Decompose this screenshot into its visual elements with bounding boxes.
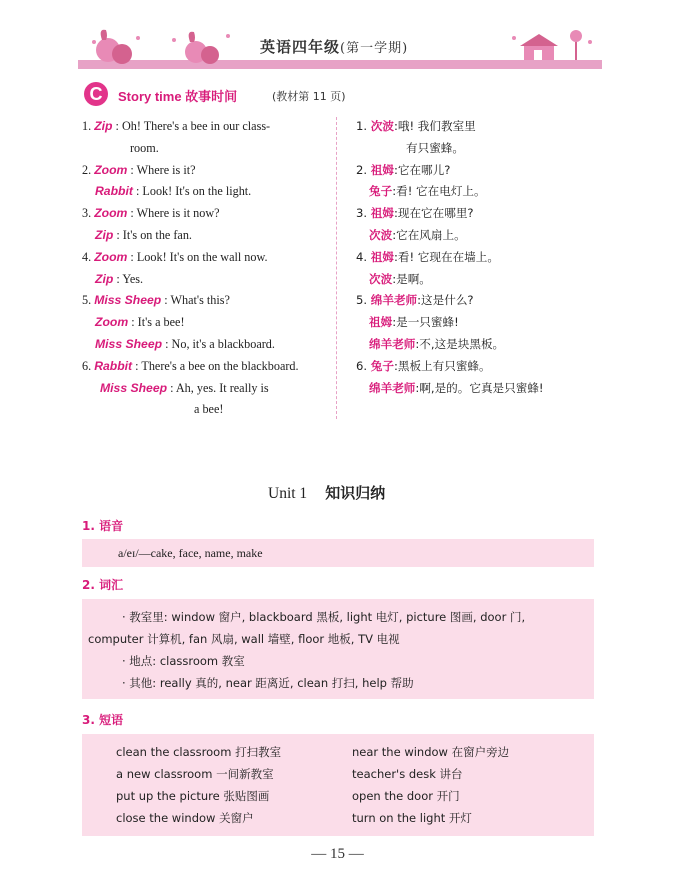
unit-label: Unit 1 xyxy=(268,485,308,502)
story-line: 3. Zoom : Where is it now? xyxy=(82,206,220,221)
speaker: Rabbit xyxy=(95,184,133,199)
story-line: a bee! xyxy=(194,402,224,417)
unit-heading xyxy=(268,482,385,503)
phrases-box xyxy=(82,734,594,836)
phrase-item: near the window 在窗户旁边 xyxy=(352,745,510,759)
header-decoration-house-icon xyxy=(504,28,602,72)
story-line: 有只蜜蜂。 xyxy=(406,140,464,155)
vocab-line: · 教室里: window 窗户, blackboard 黑板, light 电灯, picture 图画, door 门, xyxy=(122,610,526,624)
phrase-item: a new classroom 一间新教室 xyxy=(116,767,274,781)
speaker: 绵羊老师 xyxy=(370,294,418,308)
story-line: 4. 祖姆:看! 它现在在墙上。 xyxy=(356,249,499,264)
story-line: 次波:是啊。 xyxy=(369,271,431,286)
story-line: Zoom : It's a bee! xyxy=(95,315,185,330)
speaker: 次波 xyxy=(369,228,393,242)
story-line: 6. Rabbit : There's a bee on the blackboard. xyxy=(82,358,299,373)
story-line: 2. Zoom : Where is it? xyxy=(82,162,196,177)
speaker: Miss Sheep xyxy=(100,380,168,395)
story-line: 次波:它在风扇上。 xyxy=(369,227,466,242)
speaker: Miss Sheep xyxy=(95,336,163,351)
phrase-item: teacher's desk 讲台 xyxy=(352,767,463,781)
speaker: 祖姆 xyxy=(369,316,393,330)
story-english xyxy=(82,116,328,421)
phrase-item: clean the classroom 打扫教室 xyxy=(116,745,282,759)
story-line: Rabbit : Look! It's on the light. xyxy=(95,184,252,199)
story-chinese xyxy=(356,116,606,399)
speaker: 祖姆 xyxy=(370,207,394,221)
phonics-box xyxy=(82,539,594,567)
speaker: Zoom xyxy=(94,249,128,264)
section-badge: C xyxy=(84,82,108,106)
story-line: 1. 次波:哦! 我们教室里 xyxy=(356,119,476,133)
story-line: 兔子:看! 它在电灯上。 xyxy=(369,184,486,199)
story-line: 4. Zoom : Look! It's on the wall now. xyxy=(82,249,268,264)
speaker: 绵羊老师 xyxy=(369,381,416,395)
phrase-item: open the door 开门 xyxy=(352,789,460,803)
phonics-line: a/eɪ/—cake, face, name, make xyxy=(118,546,263,560)
story-line: 2. 祖姆:它在哪儿? xyxy=(356,162,451,177)
story-line: 3. 祖姆:现在它在哪里? xyxy=(356,206,474,221)
speaker: 次波 xyxy=(370,120,394,133)
speaker: Zoom xyxy=(94,206,128,221)
column-divider xyxy=(336,117,337,419)
section-title: Story time 故事时间 xyxy=(118,89,238,104)
header-decoration-left-icon xyxy=(78,28,248,72)
speaker: 祖姆 xyxy=(370,250,394,264)
story-line: room. xyxy=(130,140,159,155)
speaker: Rabbit xyxy=(94,358,133,373)
speaker: Zip xyxy=(95,271,114,286)
speaker: Miss Sheep xyxy=(94,293,162,308)
vocab-line: · 地点: classroom 教室 xyxy=(122,654,245,668)
speaker: Zoom xyxy=(94,162,128,177)
vocab-line: computer 计算机, fan 风扇, wall 墙壁, floor 地板, TV 电视 xyxy=(88,632,400,646)
speaker: 次波 xyxy=(369,272,393,286)
story-line: Miss Sheep : Ah, yes. It really is xyxy=(100,380,269,395)
speaker: Zip xyxy=(95,227,114,242)
story-line: 6. 兔子:黑板上有只蜜蜂。 xyxy=(356,358,491,373)
speaker: 兔子 xyxy=(370,359,394,373)
story-line: 绵羊老师:不,这是块黑板。 xyxy=(369,336,505,351)
story-line: Zip : It's on the fan. xyxy=(95,227,192,242)
story-line: 1. Zip : Oh! There's a bee in our class- xyxy=(82,119,271,133)
speaker: 绵羊老师 xyxy=(369,337,416,351)
story-line: 祖姆:是一只蜜蜂! xyxy=(369,315,459,330)
speaker: 祖姆 xyxy=(370,163,394,177)
unit-title: 知识归纳 xyxy=(325,484,386,502)
section-page-note: (教材第 11 页) xyxy=(272,90,346,103)
page-number: — 15 — xyxy=(311,846,364,862)
speaker: 兔子 xyxy=(369,185,393,199)
book-title-main: 英语四年级 xyxy=(260,38,341,56)
story-line: 5. 绵羊老师:这是什么? xyxy=(356,293,474,308)
phonics-heading: 1. 语音 xyxy=(82,519,124,533)
vocab-heading: 2. 词汇 xyxy=(82,578,124,592)
speaker: Zoom xyxy=(95,315,129,330)
vocab-line: · 其他: really 真的, near 距离近, clean 打扫, help 帮助 xyxy=(122,676,414,690)
phrase-item: put up the picture 张贴图画 xyxy=(116,789,270,803)
book-title-term: (第一学期) xyxy=(340,41,409,56)
page-header xyxy=(78,28,602,76)
vocab-box xyxy=(82,599,594,699)
story-line: Zip : Yes. xyxy=(95,271,144,286)
story-line: Miss Sheep : No, it's a blackboard. xyxy=(95,336,275,351)
phrase-item: turn on the light 开灯 xyxy=(352,811,472,825)
phrases-heading: 3. 短语 xyxy=(82,713,124,727)
book-title xyxy=(260,36,408,57)
phrase-item: close the window 关窗户 xyxy=(116,811,254,825)
speaker: Zip xyxy=(94,119,113,133)
story-line: 绵羊老师:啊,是的。它真是只蜜蜂! xyxy=(369,380,544,395)
story-line: 5. Miss Sheep : What's this? xyxy=(82,293,230,308)
